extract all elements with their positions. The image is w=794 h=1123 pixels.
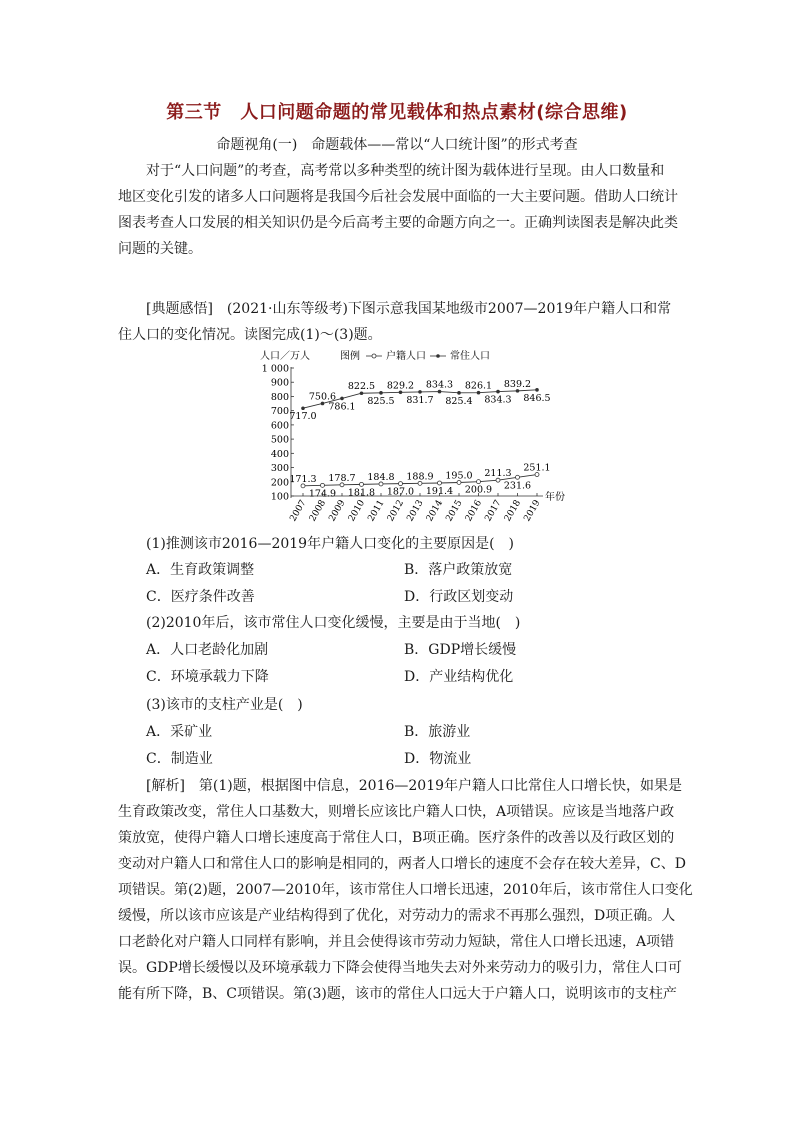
section-subtitle: 命题视角(一) 命题载体——常以“人口统计图”的形式考查 <box>216 137 578 153</box>
household-data-label: 231.6 <box>503 480 532 492</box>
x-axis-label: 年份 <box>545 492 565 503</box>
household-point <box>516 475 520 479</box>
household-data-label: 211.3 <box>484 468 512 480</box>
question-3-stem: (3)该市的支柱产业是( ) <box>146 697 303 713</box>
q2-option-d: D．产业结构优化 <box>404 669 514 685</box>
resident-data-label: 825.5 <box>367 395 395 407</box>
x-tick-label: 2017 <box>483 498 504 524</box>
resident-data-label: 786.1 <box>328 401 356 413</box>
x-tick-label: 2011 <box>366 498 387 524</box>
resident-point <box>340 397 344 401</box>
x-tick-label: 2009 <box>327 498 348 524</box>
resident-data-label: 717.0 <box>289 411 317 423</box>
analysis-line: 缓慢，所以该市应该是产业结构得到了优化，对劳动力的需求不再那么强烈，D项正确。人 <box>118 908 676 924</box>
x-tick-label: 2019 <box>522 498 543 524</box>
section-title: 第三节 人口问题命题的常见载体和热点素材(综合思维) <box>166 102 628 123</box>
intro-line: 对于“人口问题”的考查，高考常以多种类型的统计图为载体进行呈现。由人口数量和 <box>146 163 665 179</box>
household-point <box>321 483 325 487</box>
resident-data-label: 825.4 <box>445 395 473 407</box>
household-data-label: 200.9 <box>464 484 493 496</box>
resident-point <box>418 390 422 394</box>
resident-data-label: 829.2 <box>386 380 415 392</box>
resident-data-label: 839.2 <box>503 378 532 390</box>
y-tick-label: 500 <box>270 434 289 446</box>
analysis-line: 误。GDP增长缓慢以及环境承载力下降会使得当地失去对外来劳动力的吸引力，常住人口可 <box>118 960 682 976</box>
y-tick-label: 900 <box>270 377 289 389</box>
resident-point <box>496 390 500 394</box>
q2-option-a: A．人口老龄化加剧 <box>146 642 269 658</box>
resident-data-label: 831.7 <box>406 394 434 406</box>
household-data-label: 191.4 <box>425 486 454 498</box>
x-tick-label: 2007 <box>288 498 309 524</box>
y-tick-label: 800 <box>270 391 289 403</box>
y-tick-label: 200 <box>270 477 289 489</box>
resident-point <box>379 391 383 395</box>
legend-household-label: 户籍人口 <box>386 351 426 362</box>
x-tick-label: 2008 <box>307 498 329 524</box>
y-axis-label: 人口／万人 <box>260 351 310 362</box>
legend-title: 图例 <box>340 351 360 362</box>
x-tick-label: 2015 <box>444 498 465 524</box>
resident-data-label: 826.1 <box>464 380 493 392</box>
example-line: [典题感悟] (2021·山东等级考)下图示意我国某地级市2007—2019年户籍人口和常 <box>146 301 672 317</box>
analysis-line: 项错误。第(2)题，2007—2010年，该市常住人口增长迅速，2010年后，该市常住人口变化 <box>118 882 693 898</box>
y-tick-label: 1 000 <box>261 363 289 375</box>
household-data-label: 181.8 <box>347 487 376 499</box>
x-tick-label: 2016 <box>463 498 485 524</box>
household-data-label: 251.1 <box>523 462 551 474</box>
resident-data-label: 834.3 <box>484 394 512 406</box>
y-tick-label: 300 <box>270 463 289 475</box>
household-data-label: 184.8 <box>367 471 395 483</box>
intro-line: 地区变化引发的诸多人口问题将是我国今后社会发展中面临的一大主要问题。借助人口统计 <box>118 189 678 205</box>
analysis-line: 变动对户籍人口和常住人口的影响是相同的，两者人口增长的速度不会存在较大差异，C、D <box>118 856 686 872</box>
analysis-line: 策放宽，使得户籍人口增长速度高于常住人口，B项正确。医疗条件的改善以及行政区划的 <box>118 830 675 846</box>
q2-option-c: C．环境承载力下降 <box>146 669 269 685</box>
resident-point <box>301 406 305 410</box>
x-tick-label: 2010 <box>346 498 368 524</box>
household-data-label: 188.9 <box>406 471 434 483</box>
y-tick-label: 400 <box>270 448 289 460</box>
y-tick-label: 100 <box>270 491 289 503</box>
analysis-line: 口老龄化对户籍人口同样有影响，并且会使得该市劳动力短缺，常住人口增长迅速，A项错 <box>118 934 675 950</box>
x-tick-label: 2014 <box>424 498 446 524</box>
household-data-label: 178.7 <box>328 472 356 484</box>
legend-household-marker <box>372 354 376 358</box>
q1-option-b: B．落户政策放宽 <box>404 562 513 578</box>
household-point <box>399 482 403 486</box>
household-point <box>477 480 481 484</box>
question-2-stem: (2)2010年后，该市常住人口变化缓慢，主要是由于当地( ) <box>146 615 521 631</box>
legend-resident-marker <box>436 354 440 358</box>
resident-data-label: 834.3 <box>425 379 454 391</box>
q3-option-a: A．采矿业 <box>146 724 213 740</box>
q1-option-d: D．行政区划变动 <box>404 589 514 605</box>
resident-data-label: 822.5 <box>347 381 376 393</box>
q3-option-b: B．旅游业 <box>404 724 471 740</box>
question-1-stem: (1)推测该市2016—2019年户籍人口变化的主要原因是( ) <box>146 536 515 552</box>
intro-paragraph <box>118 158 678 262</box>
analysis-line: 生育政策改变，常住人口基数大，则增长应该比户籍人口快，A项错误。应该是当地落户政 <box>118 804 675 820</box>
resident-point <box>457 391 461 395</box>
intro-line: 问题的关键。 <box>118 241 202 257</box>
resident-data-label: 846.5 <box>523 392 551 404</box>
q2-option-b: B．GDP增长缓慢 <box>404 642 517 658</box>
household-point <box>360 482 364 486</box>
intro-line: 图表考查人口发展的相关知识仍是今后高考主要的命题方向之一。正确判读图表是解决此类 <box>118 215 678 231</box>
q3-option-c: C．制造业 <box>146 751 213 767</box>
household-point <box>438 481 442 485</box>
household-data-label: 174.9 <box>308 488 337 500</box>
household-data-label: 195.0 <box>445 470 473 482</box>
q1-option-c: C．医疗条件改善 <box>146 589 255 605</box>
household-data-label: 171.3 <box>289 473 317 485</box>
y-tick-label: 600 <box>270 420 289 432</box>
example-paragraph <box>118 296 671 348</box>
x-tick-label: 2018 <box>502 498 524 524</box>
example-line: 住人口的变化情况。读图完成(1)～(3)题。 <box>118 327 382 343</box>
analysis-line: [解析] 第(1)题，根据图中信息，2016—2019年户籍人口比常住人口增长快，如果是 <box>146 778 683 794</box>
legend-resident-label: 常住人口 <box>450 351 490 362</box>
x-tick-label: 2013 <box>405 498 426 524</box>
q3-option-d: D．物流业 <box>404 751 472 767</box>
q1-option-a: A．生育政策调整 <box>146 562 255 578</box>
household-data-label: 187.0 <box>386 486 415 498</box>
y-tick-label: 700 <box>270 406 289 418</box>
analysis-line: 能有所下降，B、C项错误。第(3)题，该市的常住人口远大于户籍人口，说明该市的支柱产 <box>118 986 677 1002</box>
x-tick-label: 2012 <box>385 498 407 524</box>
resident-data-label: 750.6 <box>308 391 337 403</box>
population-line-chart <box>258 345 565 527</box>
analysis-paragraph <box>118 773 693 1007</box>
resident-point <box>535 388 539 392</box>
